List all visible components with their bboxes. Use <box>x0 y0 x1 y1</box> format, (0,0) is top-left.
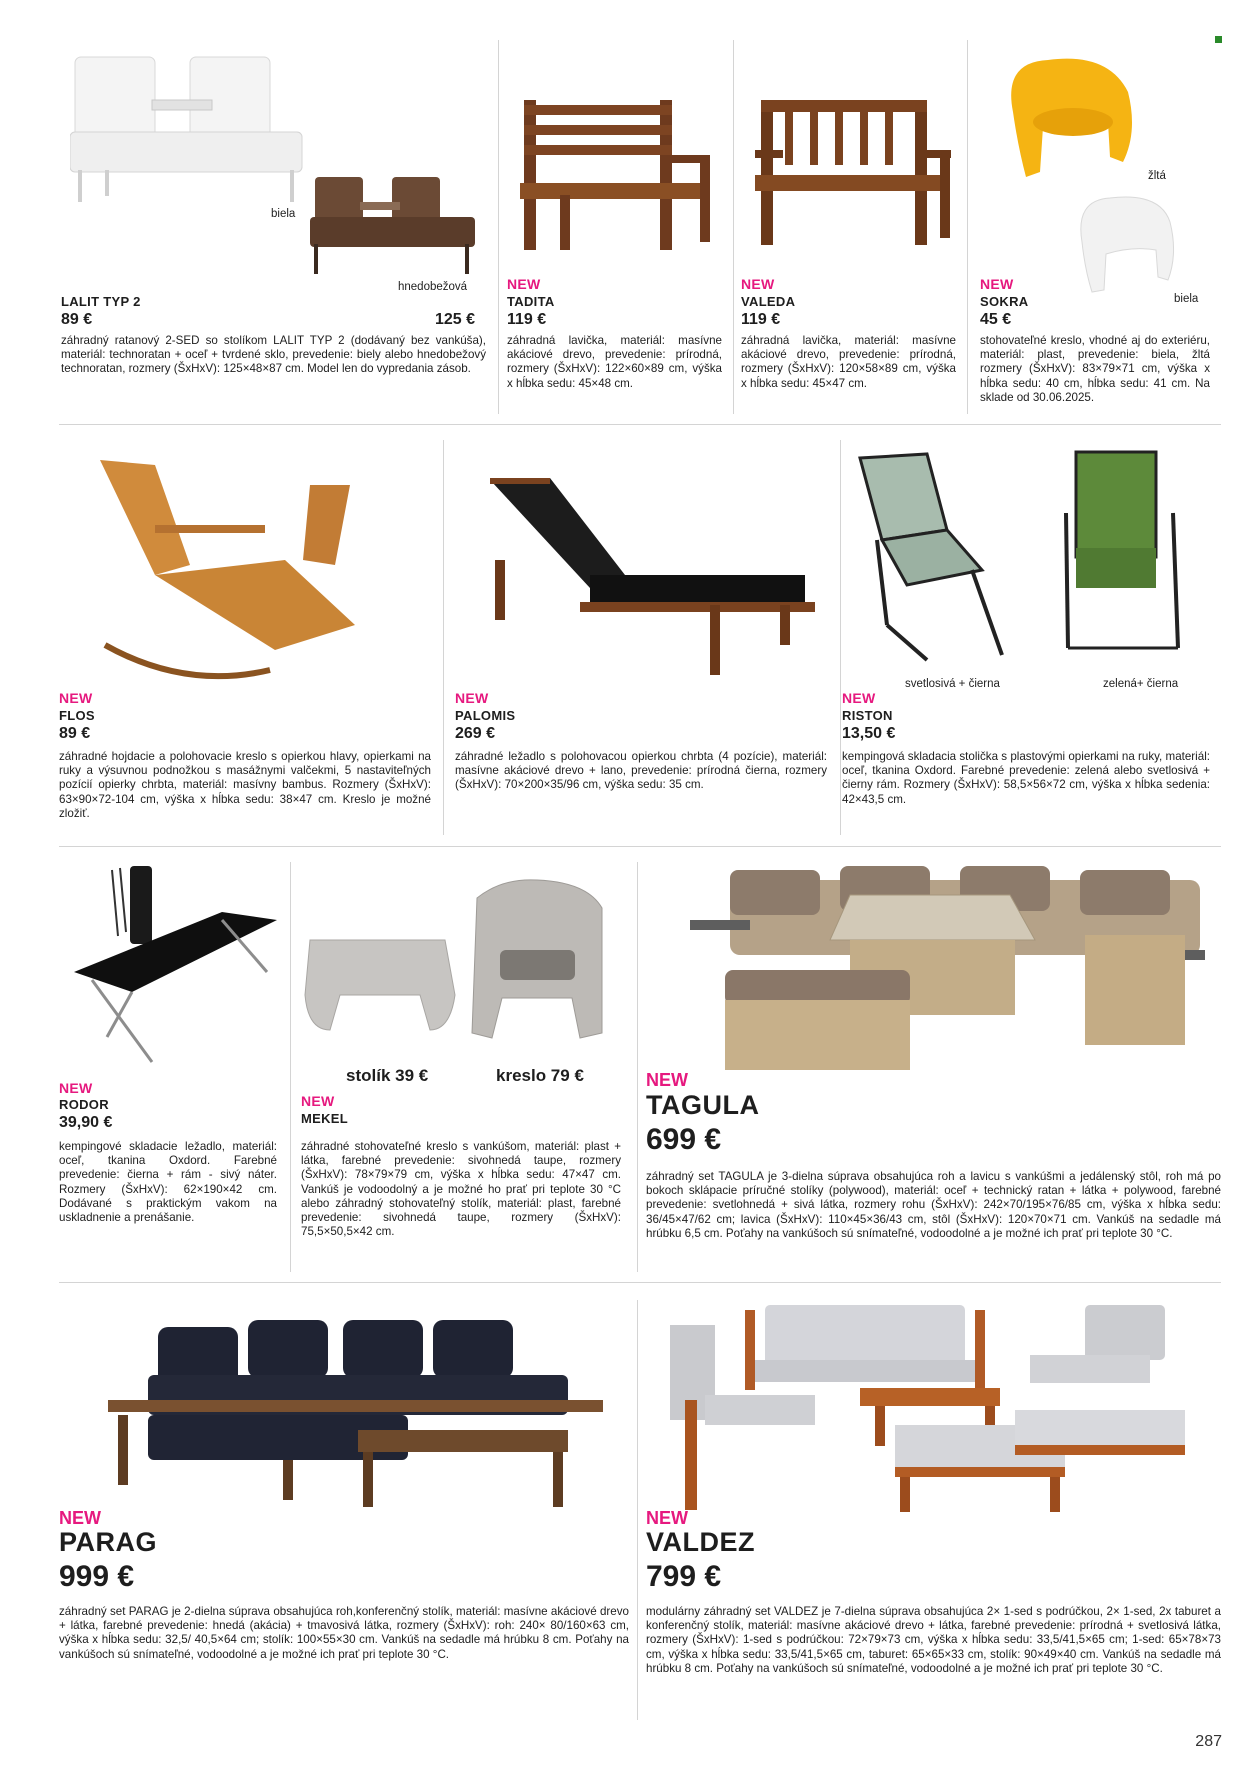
product-image-tagula <box>690 860 1210 1120</box>
product-image-mekel-table <box>300 935 460 1035</box>
product-description: záhradné hojdacie a polohovacie kreslo s opierkou hlavy, opierkami na ruky a výsuvnou podnožkou s masážnymi valčekmi, 5 nastaviteľných pozícií opierky chrbta, materiál: masívny bambus. Rozmery (ŠxHxV): 63×90×72-104 cm, výška x hĺbka sedu: 38×47 cm. Kreslo je možné zložiť. <box>59 750 431 820</box>
col-divider <box>840 440 841 835</box>
product-description: záhradná lavička, materiál: masívne akáciové drevo, prevedenie: prírodná, rozmery (ŠxHxV): 122×60×89 cm, výška x hĺbka sedu: 45×48 cm. <box>507 334 722 390</box>
new-badge: NEW <box>59 690 93 706</box>
product-description: záhradný set PARAG je 2-dielna súprava obsahujúca roh,konferenčný stolík, materiál: masívne akáciové drevo + látka, farebné prevedenie: hnedá (akácia) + tmavosivá látka, rozmery (ŠxHxV): roh: 240× 80/160×63 cm, výška x hĺbka sedu: 32,5/ 40,5×64 cm; stolík: 100×55×30 cm. Vankúš na sedadle má hrúbku 8 cm. Poťahy na vankúšoch sú snímateľné, vodoodolné a je možné ich prať pri teplote 30 °C. <box>59 1605 629 1661</box>
product-image-parag <box>108 1315 608 1520</box>
product-description: stohovateľné kreslo, vhodné aj do exteriéru, materiál: plast, prevedenie: biela, žltá rozmery (ŠxHxV): 83×79×71 cm, výška x hĺbka sedu: 40 cm, hĺbka sedu: 41 cm. Na sklade od 30.06.2025. <box>980 334 1210 404</box>
product-image-lalit-brown <box>310 172 480 282</box>
product-price: 89 € <box>59 725 91 742</box>
product-image-lalit-white <box>70 52 305 212</box>
product-description: záhradný ratanový 2-SED so stolíkom LALIT TYP 2 (dodávaný bez vankúša), materiál: technoratan + oceľ + tvrdené sklo, prevedenie: biely alebo hnedobežový technoratan, rozmery (ŠxHxV): 125×48×87 cm. Model len do vypredania zásob. <box>61 334 486 376</box>
product-image-valeda <box>755 95 955 260</box>
product-price: 119 € <box>507 311 547 328</box>
product-image-rodor <box>72 862 287 1067</box>
price-chair: kreslo 79 € <box>496 1066 584 1085</box>
product-description: záhradný set TAGULA je 3-dielna súprava obsahujúca roh a lavicu s vankúšmi a jedálenský stôl, roh má po bokoch sklápacie príručné stolíky (polywood), materiál: oceľ + technický ratan + látka + polywood, farebné prevedenie: svetlohnedá + sivá látka, rozmery rohu (ŠxHxV): 242×70/195×76/85 cm, výška x hĺbka sedu: 36/45×47/62 cm; lavica (ŠxHxV): 110×45×36/43 cm, stôl (ŠxHxV): 120×70×71 cm. Vankúš na sedadle má hrúbku 6,5 cm. Poťahy na vankúšoch sú snímateľné, vodoodolné a je možné ich prať pri teplote 30 °C. <box>646 1170 1221 1240</box>
product-name: RODOR <box>59 1097 109 1112</box>
col-divider <box>967 40 968 414</box>
new-badge: NEW <box>59 1508 101 1528</box>
product-image-riston-green <box>1058 448 1188 656</box>
product-name: TAGULA <box>646 1090 760 1120</box>
product-name: PARAG <box>59 1527 158 1557</box>
product-image-sokra-yellow <box>998 52 1148 182</box>
page-number: 287 <box>1195 1733 1222 1750</box>
product-name: VALDEZ <box>646 1527 755 1557</box>
product-image-flos <box>95 455 375 695</box>
col-divider <box>637 1300 638 1720</box>
new-badge: NEW <box>301 1093 335 1109</box>
product-name: FLOS <box>59 708 95 723</box>
row-divider-2 <box>59 846 1221 847</box>
product-description: záhradné ležadlo s polohovacou opierkou chrbta (4 pozície), materiál: masívne akáciové drevo + lano, prevedenie: prírodná čierna, rozmery (ŠxHxV): 70×200×35/96 cm, výška sedu: 35 cm. <box>455 750 827 792</box>
product-price: 999 € <box>59 1560 135 1593</box>
color-label-brown: hnedobežová <box>398 281 468 293</box>
color-label-white: biela <box>271 208 296 220</box>
product-price: 699 € <box>646 1123 722 1156</box>
product-image-valdez <box>665 1300 1195 1520</box>
product-image-mekel-chair <box>462 878 612 1048</box>
col-divider <box>733 40 734 414</box>
product-name: PALOMIS <box>455 708 516 723</box>
new-badge: NEW <box>646 1070 688 1090</box>
product-price: 119 € <box>741 311 781 328</box>
row-divider-1 <box>59 424 1221 425</box>
new-badge: NEW <box>980 276 1014 292</box>
product-name: MEKEL <box>301 1111 348 1126</box>
color-label-yellow: žltá <box>1148 170 1166 182</box>
product-name: SOKRA <box>980 294 1029 309</box>
product-image-sokra-white <box>1070 192 1185 297</box>
product-name: RISTON <box>842 708 893 723</box>
new-badge: NEW <box>842 690 876 706</box>
col-divider <box>637 862 638 1272</box>
col-divider <box>498 40 499 414</box>
price-table: stolík 39 € <box>346 1066 429 1085</box>
product-price: 13,50 € <box>842 725 896 742</box>
product-description: kempingová skladacia stolička s plastovými opierkami na ruky, materiál: oceľ, tkanina Oxdord. Farebné prevedenie: zelená alebo svetlosivá + čierny rám. Rozmery (ŠxHxV): 58,5×56×72 cm, výška x hĺbka sedenia: 42×43,5 cm. <box>842 750 1210 806</box>
product-price: 45 € <box>980 311 1012 328</box>
color-label-white: biela <box>1174 293 1199 305</box>
product-image-tadita <box>520 95 715 265</box>
product-name: LALIT TYP 2 <box>61 294 141 309</box>
new-badge: NEW <box>455 690 489 706</box>
product-price: 39,90 € <box>59 1114 113 1131</box>
new-badge: NEW <box>741 276 775 292</box>
corner-mark <box>1215 36 1222 43</box>
row-divider-3 <box>59 1282 1221 1283</box>
col-divider <box>290 862 291 1272</box>
product-description: záhradná lavička, materiál: masívne akáciové drevo, prevedenie: prírodná, rozmery (ŠxHxV): 120×58×89 cm, výška x hĺbka sedu: 45×47 cm. <box>741 334 956 390</box>
product-name: VALEDA <box>741 294 796 309</box>
product-description: kempingové skladacie ležadlo, materiál: oceľ, tkanina Oxdord. Farebné prevedenie: čierna + rám - sivý náter. Rozmery (ŠxHxV): 62×190×42 cm. Dodávané s praktickým vakom na uskladnenie a prenášanie. <box>59 1140 277 1225</box>
product-image-palomis <box>480 470 815 680</box>
product-price: 89 € <box>61 311 93 328</box>
new-badge: NEW <box>59 1080 93 1096</box>
new-badge: NEW <box>507 276 541 292</box>
product-price-alt: 125 € <box>435 311 476 328</box>
new-badge: NEW <box>646 1508 688 1528</box>
product-description: záhradné stohovateľné kreslo s vankúšom, materiál: plast + látka, farebné prevedenie: sivohnedá taupe, rozmery (ŠxHxV): 78×79×79 cm, výška x hĺbka sedu: 47×47 cm. Vankúš je vodoodolný a je možné ho prať pri teplote 30 °C alebo záhradný stohovateľný stolík, materiál: plast, farebné prevedenie: sivohnedá taupe, rozmery (ŠxHxV): 75,5×50,5×42 cm. <box>301 1140 621 1239</box>
color-label-green: zelená+ čierna <box>1103 678 1179 690</box>
color-label-grey: svetlosivá + čierna <box>905 678 1000 690</box>
product-description: modulárny záhradný set VALDEZ je 7-dielna súprava obsahujúca 2× 1-sed s podrúčkou, 2× 1-sed, 2x taburet a konferenčný stolík, materiál: masívne akáciové drevo + látka, farebné prevedenie: prírodná + svetlosivá látka, rozmery (ŠxHxV): 1-sed s podrúčkou: 72×79×73 cm, výška x hĺbka sedu: 33,5/41,5×65 cm; 1-sed: 65×78×73 cm, výška x hĺbka sedu: 33,5/41,5×65 cm, taburet: 65×65×33 cm, stolík: 90×49×40 cm. Vankúš na sedadle má hrúbku 8 cm. Poťahy na vankúšoch sú snímateľné, vodoodolné a je možné ich prať pri teplote 30 °C. <box>646 1605 1221 1675</box>
product-price: 799 € <box>646 1560 722 1593</box>
product-price: 269 € <box>455 725 496 742</box>
product-image-riston-grey <box>852 450 1022 665</box>
col-divider <box>443 440 444 835</box>
product-name: TADITA <box>507 294 555 309</box>
